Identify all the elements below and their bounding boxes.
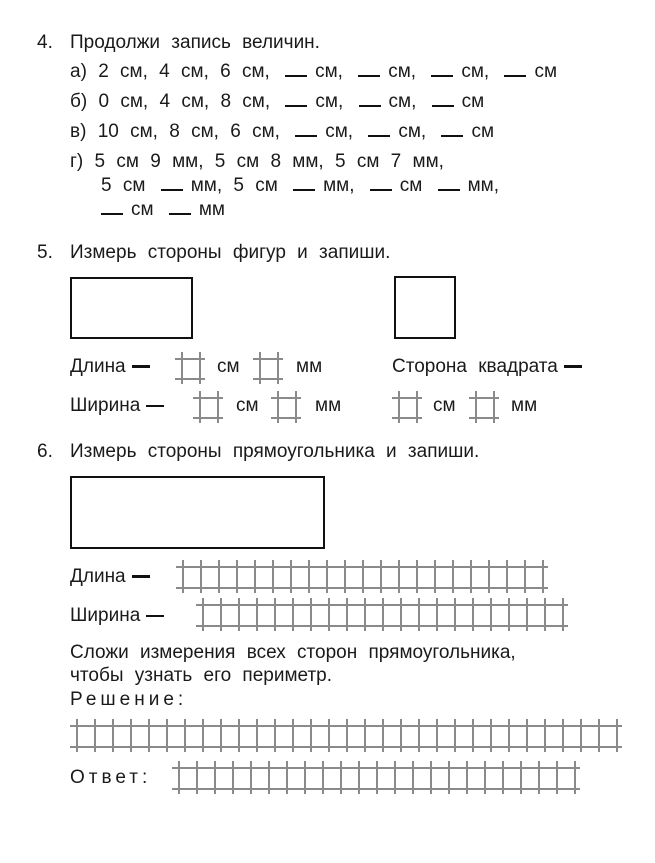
unit-cm: см — [236, 395, 259, 416]
grid-line — [250, 761, 252, 794]
grid-line — [253, 378, 283, 380]
grid-line — [538, 761, 540, 794]
grid-line — [274, 598, 276, 631]
grid-line — [184, 719, 186, 752]
grid-line — [520, 761, 522, 794]
unit-cm: см — [433, 395, 456, 416]
unit: см — [471, 121, 494, 142]
answer-blank[interactable] — [432, 91, 454, 107]
value: 5 см — [101, 175, 146, 196]
grid-line — [271, 417, 301, 419]
grid-line — [238, 598, 240, 631]
grid-line — [448, 761, 450, 794]
value: 0 см, — [98, 91, 149, 112]
answer-blank[interactable] — [285, 91, 307, 107]
answer-blank[interactable] — [431, 61, 453, 77]
grid-line — [272, 560, 274, 593]
value: 10 см, — [97, 121, 158, 142]
grid-line — [256, 719, 258, 752]
square-figure — [394, 276, 456, 339]
grid-line — [416, 560, 418, 593]
length-label: Длина — [70, 356, 126, 377]
grid-line — [418, 719, 420, 752]
unit: см, — [398, 121, 427, 142]
length-label: Длина — [70, 566, 126, 587]
width-answer-grid[interactable] — [196, 598, 568, 631]
row-label: в) — [70, 121, 87, 142]
grid-line — [220, 719, 222, 752]
grid-line — [346, 598, 348, 631]
grid-line — [112, 719, 114, 752]
answer-blank[interactable] — [295, 121, 317, 137]
grid-line — [199, 352, 201, 384]
value: мм, 5 см — [190, 175, 278, 196]
grid-line — [469, 417, 499, 419]
grid-line — [544, 719, 546, 752]
unit: см, — [315, 91, 344, 112]
solution-grid[interactable] — [70, 719, 622, 752]
grid-line — [380, 560, 382, 593]
grid-line — [436, 598, 438, 631]
unit: см — [534, 61, 558, 82]
dash — [564, 365, 582, 368]
task-6-width-row — [70, 605, 164, 627]
unit: см, — [315, 61, 343, 82]
grid-line — [362, 560, 364, 593]
task-4-row-b — [70, 91, 484, 113]
grid-line — [218, 560, 220, 593]
grid-line — [382, 719, 384, 752]
grid-line — [400, 719, 402, 752]
task-6-length-row — [70, 566, 150, 588]
grid-line — [544, 598, 546, 631]
value: 6 см, — [230, 121, 280, 142]
answer-blank[interactable] — [368, 121, 390, 137]
grid-line — [616, 719, 618, 752]
task-4-title: Продолжи запись величин. — [70, 32, 320, 53]
grid-line — [488, 560, 490, 593]
grid-line — [508, 719, 510, 752]
grid-line — [508, 598, 510, 631]
grid-line — [542, 560, 544, 593]
grid-line — [562, 719, 564, 752]
grid-line — [490, 598, 492, 631]
grid-line — [598, 719, 600, 752]
grid-line — [310, 598, 312, 631]
grid-line — [238, 719, 240, 752]
unit: см, — [388, 91, 417, 112]
task-5-width-row — [70, 395, 164, 417]
grid-line — [398, 391, 400, 423]
dash — [146, 405, 164, 407]
width-mm-grid[interactable] — [271, 391, 301, 423]
unit-mm: мм — [511, 395, 538, 416]
rectangle-figure — [70, 476, 325, 549]
grid-line — [214, 761, 216, 794]
task-4-row-g-line2 — [101, 175, 499, 197]
grid-line — [376, 761, 378, 794]
grid-line — [412, 761, 414, 794]
grid-line — [277, 352, 279, 384]
grid-line — [436, 719, 438, 752]
task-6-number: 6. — [37, 441, 53, 462]
task-4-row-v — [70, 121, 494, 143]
square-cm-grid[interactable] — [392, 391, 422, 423]
grid-line — [182, 560, 184, 593]
dash — [146, 615, 164, 617]
unit-mm: мм — [296, 356, 323, 377]
grid-line — [308, 560, 310, 593]
grid-line — [398, 560, 400, 593]
grid-line — [328, 598, 330, 631]
square-side-row — [392, 356, 582, 378]
task-5-length-row — [70, 356, 150, 378]
grid-line — [220, 598, 222, 631]
grid-line — [556, 761, 558, 794]
grid-line — [295, 391, 297, 423]
square-mm-grid[interactable] — [469, 391, 499, 423]
unit: см, — [388, 61, 417, 82]
grid-line — [217, 391, 219, 423]
grid-line — [256, 598, 258, 631]
dash — [132, 575, 150, 578]
grid-line — [259, 352, 261, 384]
grid-line — [271, 397, 301, 399]
grid-line — [526, 719, 528, 752]
grid-line — [94, 719, 96, 752]
length-cm-grid[interactable] — [175, 352, 205, 384]
row-label: б) — [70, 91, 88, 112]
dash — [132, 365, 150, 368]
grid-line — [310, 719, 312, 752]
grid-line — [470, 560, 472, 593]
grid-line — [328, 719, 330, 752]
answer-blank[interactable] — [358, 61, 380, 77]
grid-line — [193, 397, 223, 399]
unit: мм, — [467, 175, 500, 196]
unit-mm: мм — [315, 395, 342, 416]
grid-line — [392, 397, 422, 399]
grid-line — [292, 598, 294, 631]
unit: см, — [461, 61, 490, 82]
task-4-row-g-line3 — [101, 199, 225, 221]
grid-line — [346, 719, 348, 752]
grid-line — [344, 560, 346, 593]
rectangle-figure — [70, 277, 193, 339]
value: 4 см, — [159, 91, 210, 112]
value: 4 см, — [159, 61, 209, 82]
grid-line — [253, 358, 283, 360]
grid-line — [304, 761, 306, 794]
grid-line — [394, 761, 396, 794]
unit-cm: см — [217, 356, 240, 377]
answer-blank[interactable] — [285, 61, 307, 77]
answer-blank[interactable] — [293, 175, 315, 191]
unit: см, — [325, 121, 354, 142]
answer-grid[interactable] — [172, 761, 580, 794]
square-side-label: Сторона квадрата — [392, 356, 558, 377]
grid-line — [469, 397, 499, 399]
grid-line — [200, 560, 202, 593]
answer-label: Ответ: — [70, 767, 152, 788]
grid-line — [364, 598, 366, 631]
grid-line — [472, 598, 474, 631]
grid-line — [392, 417, 422, 419]
value: 2 см, — [98, 61, 148, 82]
grid-line — [148, 719, 150, 752]
grid-line — [290, 560, 292, 593]
unit: см — [461, 91, 485, 112]
grid-line — [562, 598, 564, 631]
grid-line — [199, 391, 201, 423]
grid-line — [493, 391, 495, 423]
answer-blank[interactable] — [438, 175, 460, 191]
grid-line — [292, 719, 294, 752]
grid-line — [526, 598, 528, 631]
answer-blank[interactable] — [359, 91, 381, 107]
grid-line — [340, 761, 342, 794]
grid-line — [232, 761, 234, 794]
unit: см — [131, 199, 154, 220]
width-label: Ширина — [70, 605, 141, 626]
value: 8 см, — [220, 91, 271, 112]
task-5-title: Измерь стороны фигур и запиши. — [70, 242, 391, 263]
grid-line — [416, 391, 418, 423]
grid-line — [574, 761, 576, 794]
width-cm-grid[interactable] — [193, 391, 223, 423]
grid-line — [472, 719, 474, 752]
unit: мм — [198, 199, 225, 220]
grid-line — [466, 761, 468, 794]
grid-line — [484, 761, 486, 794]
grid-line — [502, 761, 504, 794]
grid-line — [454, 598, 456, 631]
task-4-number: 4. — [37, 32, 53, 53]
instruction-line-1: Сложи измерения всех сторон прямоугольника, — [70, 642, 516, 663]
grid-line — [277, 391, 279, 423]
grid-line — [196, 761, 198, 794]
grid-line — [274, 719, 276, 752]
grid-line — [202, 598, 204, 631]
grid-line — [358, 761, 360, 794]
grid-line — [475, 391, 477, 423]
grid-line — [580, 719, 582, 752]
grid-line — [202, 719, 204, 752]
grid-line — [322, 761, 324, 794]
grid-line — [434, 560, 436, 593]
grid-line — [76, 719, 78, 752]
answer-blank[interactable] — [161, 175, 183, 191]
grid-line — [506, 560, 508, 593]
task-4-row-g-line1 — [70, 151, 444, 173]
answer-blank[interactable] — [504, 61, 526, 77]
grid-line — [175, 358, 205, 360]
unit: мм, — [323, 175, 355, 196]
grid-line — [364, 719, 366, 752]
answer-blank[interactable] — [441, 121, 463, 137]
grid-line — [286, 761, 288, 794]
grid-line — [268, 761, 270, 794]
task-6-title: Измерь стороны прямоугольника и запиши. — [70, 441, 480, 462]
grid-line — [400, 598, 402, 631]
grid-line — [430, 761, 432, 794]
grid-line — [452, 560, 454, 593]
grid-line — [181, 352, 183, 384]
row-label: г) — [70, 151, 84, 172]
grid-line — [193, 417, 223, 419]
answer-blank[interactable] — [101, 199, 123, 215]
value: 6 см, — [220, 61, 270, 82]
grid-line — [418, 598, 420, 631]
row-label: а) — [70, 61, 87, 82]
grid-line — [236, 560, 238, 593]
answer-blank[interactable] — [370, 175, 392, 191]
grid-line — [490, 719, 492, 752]
grid-line — [130, 719, 132, 752]
grid-line — [326, 560, 328, 593]
grid-line — [382, 598, 384, 631]
value: 8 см, — [169, 121, 219, 142]
width-label: Ширина — [70, 395, 141, 416]
instruction-line-2: чтобы узнать его периметр. — [70, 665, 333, 686]
grid-line — [454, 719, 456, 752]
length-answer-grid[interactable] — [176, 560, 548, 593]
grid-line — [166, 719, 168, 752]
unit: см — [399, 175, 423, 196]
task-5-number: 5. — [37, 242, 53, 263]
answer-blank[interactable] — [169, 199, 191, 215]
grid-line — [178, 761, 180, 794]
grid-line — [175, 378, 205, 380]
length-mm-grid[interactable] — [253, 352, 283, 384]
grid-line — [524, 560, 526, 593]
solution-label: Решение: — [70, 689, 188, 710]
task-4-row-a — [70, 61, 557, 83]
value: 5 см 9 мм, 5 см 8 мм, 5 см 7 мм, — [94, 151, 444, 172]
grid-line — [254, 560, 256, 593]
